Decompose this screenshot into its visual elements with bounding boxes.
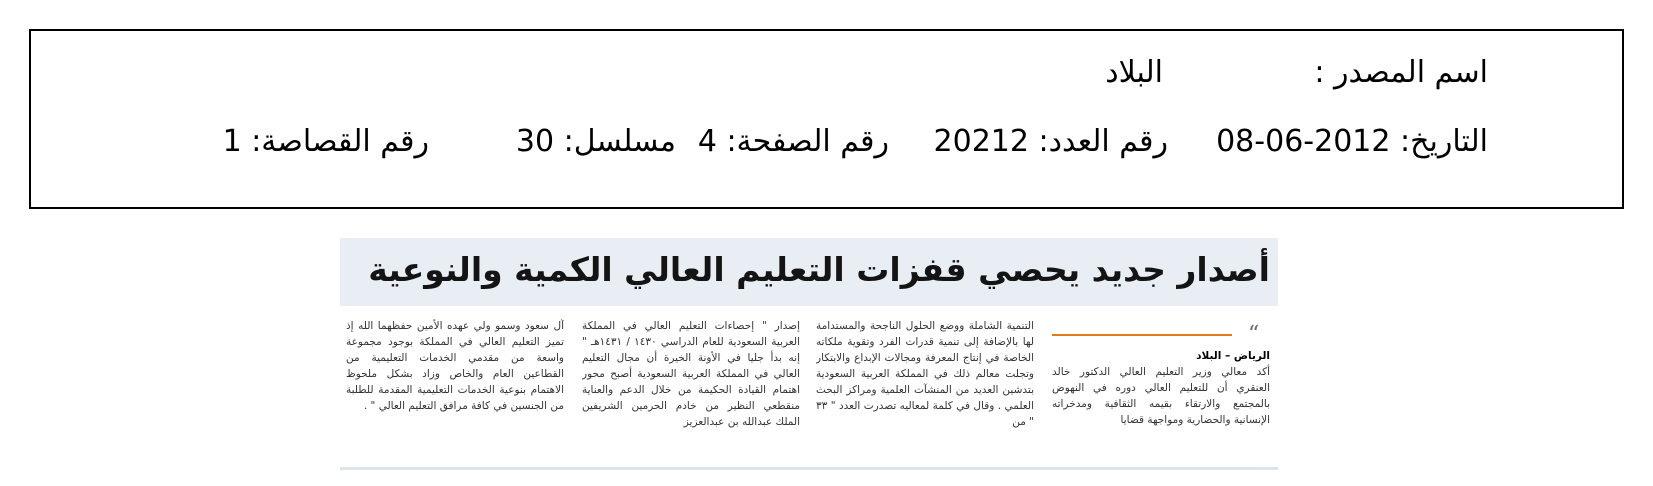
serial-field: مسلسل: 30 [515,124,676,159]
clipping-metadata-box [29,29,1624,209]
date-field: التاريخ: 2012-06-08 [1216,124,1488,159]
bottom-rule [340,467,1278,470]
newspaper-clipping [340,238,1278,470]
page-number-field: رقم الصفحة: 4 [697,124,889,159]
article-column-2: التنمية الشاملة ووضع الحلول الناجحة والمستدامة لها بالإضافة إلى تنمية قدرات الفرد وتقوية ملكاته الخاصة في إنتاج المعرفة ومجالات الإبداع والابتكار وتجلت معالم ذلك في المملكة العربية السعودية بتدشين العديد من المنشآت العلمية ومراكز البحث العلمي . وقال في كلمة لمعاليه تصدرت العدد " ٣٣ " من [816,320,1034,428]
article-column-4: آل سعود وسمو ولي عهده الأمين حفظهما الله إذ تميز التعليم العالي في المملكة بوجود مجموعة واسعة من مقدمي الخدمات التعليمية من القطاعين العام والخاص وزاد بشكل ملحوظ الاهتمام بنوعية الخدمات التعليمية المقدمة للطلبة من الجنسين في كافة مرافق التعليم العالي " . [346,320,564,412]
quote-mark-icon: “ [1248,322,1260,347]
article-column-3: إصدار " إحصاءات التعليم العالي في المملكة العربية السعودية للعام الدراسي ١٤٣٠ / ١٤٣١هـ " إنه بدأ جليا في الأونة الخيرة أن مجال التعليم العالي في المملكة العربية السعودية أصبح محور اهتمام القيادة الحكيمة من خلال الدعم والعناية منقطعي النظير من خادم الحرمين الشريفين الملك عبدالله بن عبدالعزيز [582,320,800,428]
article-dateline: الرياض – البلاد [1196,350,1270,362]
clip-number-field: رقم القصاصة: 1 [222,124,429,159]
article-column-1 [1052,318,1270,458]
source-label: اسم المصدر : [1314,55,1488,90]
issue-number-field: رقم العدد: 20212 [933,124,1168,159]
article-headline: أصدار جديد يحصي قفزات التعليم العالي الكمية والنوعية [368,250,1270,289]
source-value: البلاد [1105,55,1163,90]
headline-band [340,238,1278,306]
column-1-text: أكد معالي وزير التعليم العالي الدكتور خالد العنقري أن للتعليم العالي دوره في النهوض بالمجتمع والارتقاء بقيمه الثقافية ومدخراته الإنسانية والحضارية ومواجهة قضايا [1052,366,1270,426]
